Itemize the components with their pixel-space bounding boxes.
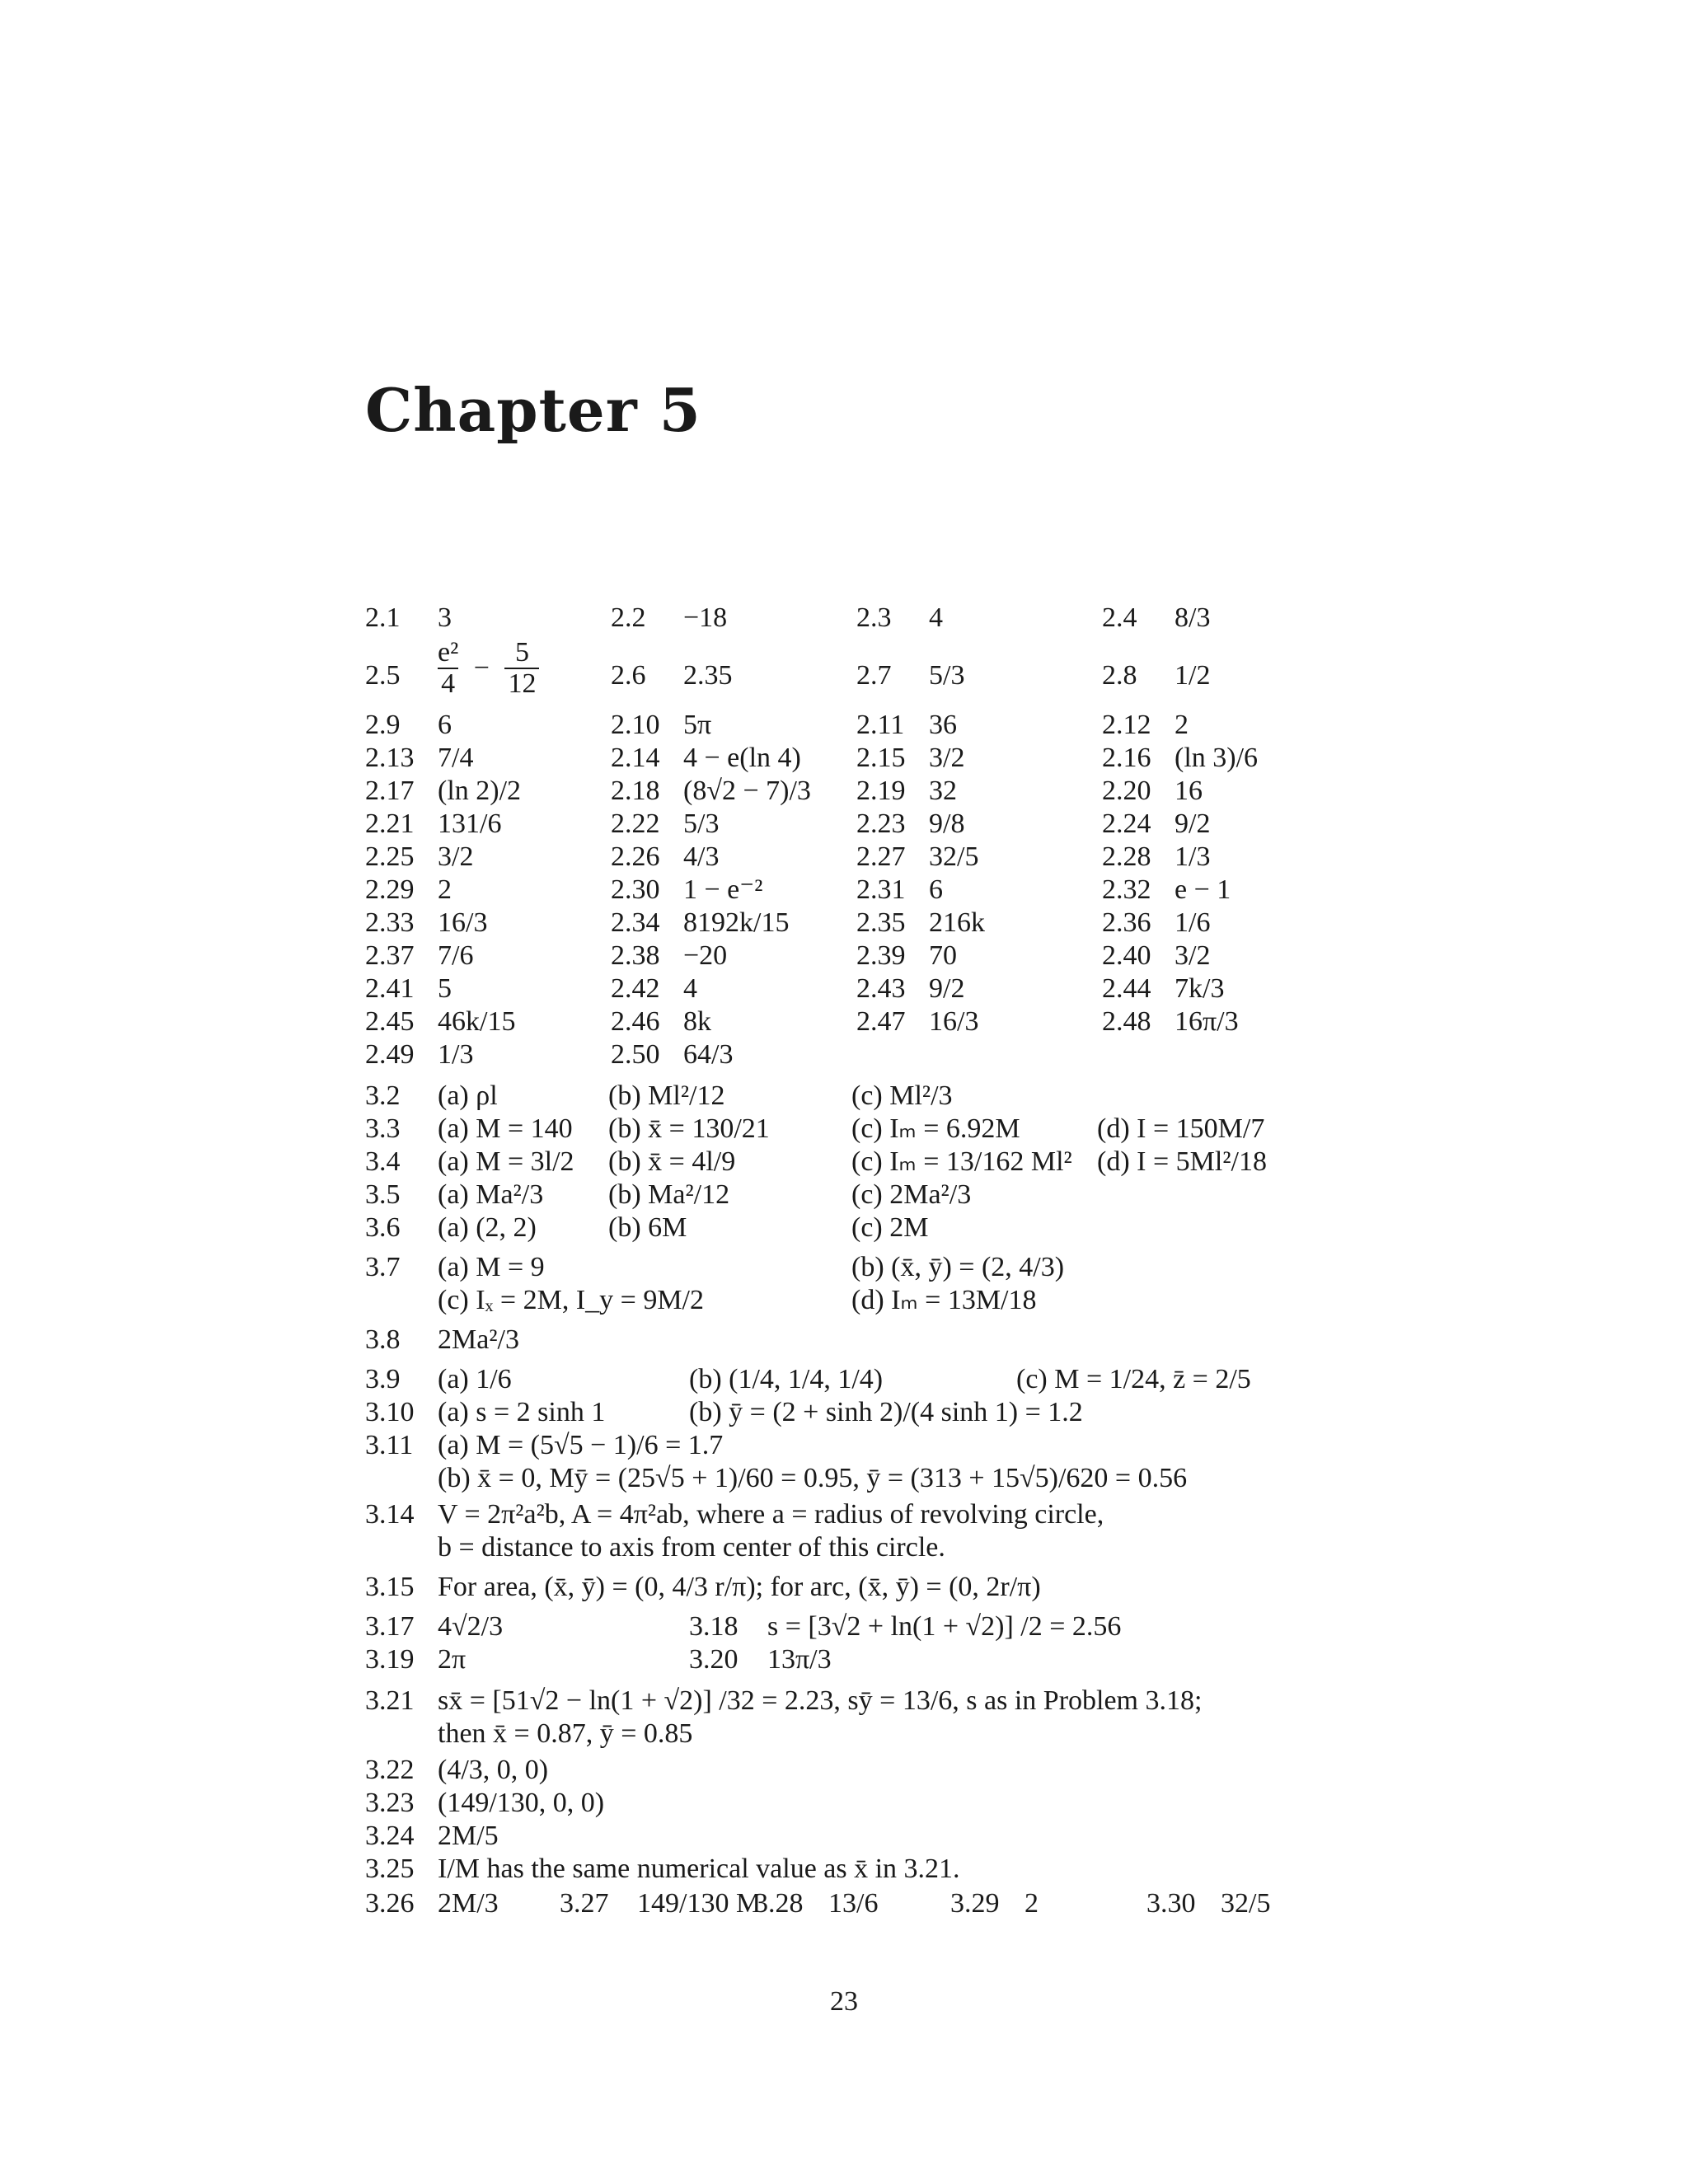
answer-value: 9/8: [929, 808, 965, 839]
num-3-25: 3.25: [365, 1854, 415, 1884]
answer-value: 2: [438, 874, 452, 905]
fraction-denominator: 4: [438, 668, 458, 699]
ans-3-7-b: (b) (x̄, ȳ) = (2, 4/3): [851, 1252, 1065, 1282]
ans-3-3-a: (a) M = 140: [438, 1113, 573, 1144]
num-3-8: 3.8: [365, 1324, 401, 1355]
problem-number: 2.28: [1102, 841, 1151, 872]
num-3-15: 3.15: [365, 1572, 415, 1602]
num-3-10: 3.10: [365, 1397, 415, 1427]
problem-number: 2.14: [611, 743, 660, 773]
ans-3-4-d: (d) I = 5Ml²/18: [1097, 1146, 1267, 1177]
problem-number: 2.46: [611, 1006, 660, 1037]
problem-number: 2.39: [856, 940, 906, 971]
ans-3-11-b: (b) x̄ = 0, Mȳ = (25√5 + 1)/60 = 0.95, ȳ = (313 + 15√5)/620 = 0.56: [438, 1463, 1188, 1493]
answer-value: (ln 2)/2: [438, 776, 522, 806]
problem-number: 2.3: [856, 602, 892, 633]
answer-value: 8/3: [1175, 602, 1211, 633]
problem-number: 2.50: [611, 1039, 660, 1070]
answer-value: 6: [929, 874, 943, 905]
answer-value: 3/2: [929, 743, 965, 773]
problem-number: 2.18: [611, 776, 660, 806]
problem-number: 2.24: [1102, 808, 1151, 839]
problem-number: 2.2: [611, 602, 646, 633]
ans-3-29: 2: [1025, 1888, 1039, 1919]
ans-3-5-c: (c) 2Ma²/3: [851, 1179, 972, 1210]
problem-number: 2.26: [611, 841, 660, 872]
section-2-answers: [365, 602, 1395, 1070]
problem-number: 2.36: [1102, 907, 1151, 938]
answer-value: 3/2: [438, 841, 474, 872]
problem-number: 2.40: [1102, 940, 1151, 971]
problem-number: 2.17: [365, 776, 415, 806]
ans-3-3-c: (c) Iₘ = 6.92M: [851, 1113, 1020, 1144]
answer-value: 1/6: [1175, 907, 1211, 938]
answer-value: 2: [1175, 710, 1189, 740]
ans-3-18: s = [3√2 + ln(1 + √2)] /2 = 2.56: [767, 1611, 1122, 1642]
answer-value: (ln 3)/6: [1175, 743, 1259, 773]
answer-value: 7k/3: [1175, 973, 1225, 1004]
problem-number: 2.1: [365, 602, 401, 633]
num-3-27: 3.27: [560, 1888, 609, 1919]
problem-number: 2.15: [856, 743, 906, 773]
answer-value: 8k: [683, 1006, 711, 1037]
answer-value: 46k/15: [438, 1006, 516, 1037]
ans-3-14-line2: b = distance to axis from center of this circle.: [438, 1532, 945, 1563]
fraction-numerator: 5: [514, 637, 529, 668]
num-3-29: 3.29: [950, 1888, 1000, 1919]
section-3-answers: [365, 1080, 1395, 1937]
ans-3-4-c: (c) Iₘ = 13/162 Ml²: [851, 1146, 1072, 1177]
ans-3-19: 2π: [438, 1644, 467, 1675]
ans-3-4-b: (b) x̄ = 4l/9: [608, 1146, 736, 1177]
ans-3-15: For area, (x̄, ȳ) = (0, 4/3 r/π); for arc, (x̄, ȳ) = (0, 2r/π): [438, 1572, 1041, 1602]
answer-value-2-5: [438, 638, 539, 699]
answer-value: 1/2: [1175, 660, 1211, 691]
problem-number: 2.8: [1102, 660, 1137, 691]
num-3-6: 3.6: [365, 1212, 401, 1243]
problem-number: 2.38: [611, 940, 660, 971]
problem-number: 2.41: [365, 973, 415, 1004]
problem-number: 2.27: [856, 841, 906, 872]
answer-value: 7/4: [438, 743, 474, 773]
ans-3-22: (4/3, 0, 0): [438, 1755, 549, 1785]
problem-number: 2.30: [611, 874, 660, 905]
answer-value: 7/6: [438, 940, 474, 971]
problem-number: 2.19: [856, 776, 906, 806]
fraction: [438, 638, 458, 699]
ans-3-4-a: (a) M = 3l/2: [438, 1146, 574, 1177]
answer-value: 5: [438, 973, 452, 1004]
ans-3-2-c: (c) Ml²/3: [851, 1080, 953, 1111]
problem-number: 2.45: [365, 1006, 415, 1037]
fraction: [504, 638, 539, 699]
num-3-18: 3.18: [689, 1611, 738, 1642]
num-3-3: 3.3: [365, 1113, 401, 1144]
problem-number: 2.31: [856, 874, 906, 905]
problem-number: 2.16: [1102, 743, 1151, 773]
problem-number: 2.23: [856, 808, 906, 839]
ans-3-24: 2M/5: [438, 1821, 499, 1851]
answer-value: −18: [683, 602, 728, 633]
ans-3-11-a: (a) M = (5√5 − 1)/6 = 1.7: [438, 1430, 724, 1460]
answer-value: 8192k/15: [683, 907, 790, 938]
ans-3-3-b: (b) x̄ = 130/21: [608, 1113, 770, 1144]
minus-sign: −: [473, 653, 490, 683]
num-3-2: 3.2: [365, 1080, 401, 1111]
ans-3-28: 13/6: [828, 1888, 879, 1919]
ans-3-20: 13π/3: [767, 1644, 832, 1675]
answer-value: 4: [929, 602, 943, 633]
problem-number: 2.43: [856, 973, 906, 1004]
problem-number: 2.11: [856, 710, 905, 740]
num-3-5: 3.5: [365, 1179, 401, 1210]
num-3-14: 3.14: [365, 1499, 415, 1530]
answer-value: 9/2: [929, 973, 965, 1004]
answer-value: 36: [929, 710, 957, 740]
answer-value: 4 − e(ln 4): [683, 743, 801, 773]
answer-value: −20: [683, 940, 728, 971]
answer-value: 32: [929, 776, 957, 806]
problem-number: 2.7: [856, 660, 892, 691]
num-3-19: 3.19: [365, 1644, 415, 1675]
ans-3-23: (149/130, 0, 0): [438, 1788, 605, 1818]
answer-value: 5π: [683, 710, 712, 740]
ans-3-7-d: (d) Iₘ = 13M/18: [851, 1285, 1037, 1315]
problem-number: 2.48: [1102, 1006, 1151, 1037]
answer-value: 5/3: [929, 660, 965, 691]
ans-3-5-a: (a) Ma²/3: [438, 1179, 544, 1210]
ans-3-9-b: (b) (1/4, 1/4, 1/4): [689, 1364, 884, 1394]
problem-number: 2.5: [365, 660, 401, 691]
ans-3-2-a: (a) ρl: [438, 1080, 498, 1111]
ans-3-5-b: (b) Ma²/12: [608, 1179, 730, 1210]
problem-number: 2.9: [365, 710, 401, 740]
num-3-11: 3.11: [365, 1430, 414, 1460]
answer-value: 16: [1175, 776, 1203, 806]
problem-number: 2.29: [365, 874, 415, 905]
problem-number: 2.32: [1102, 874, 1151, 905]
problem-number: 2.44: [1102, 973, 1151, 1004]
num-3-26: 3.26: [365, 1888, 415, 1919]
ans-3-6-c: (c) 2M: [851, 1212, 929, 1243]
answer-value: 5/3: [683, 808, 720, 839]
problem-number: 2.20: [1102, 776, 1151, 806]
answer-value: e − 1: [1175, 874, 1231, 905]
num-3-4: 3.4: [365, 1146, 401, 1177]
ans-3-21-line1: sx̄ = [51√2 − ln(1 + √2)] /32 = 2.23, sȳ = 13/6, s as in Problem 3.18;: [438, 1685, 1203, 1716]
answer-value: 6: [438, 710, 452, 740]
answer-value: 16π/3: [1175, 1006, 1239, 1037]
problem-number: 2.42: [611, 973, 660, 1004]
ans-3-9-c: (c) M = 1/24, z̄ = 2/5: [1016, 1364, 1251, 1394]
answer-value: 1 − e⁻²: [683, 874, 763, 905]
problem-number: 2.33: [365, 907, 415, 938]
num-3-30: 3.30: [1146, 1888, 1196, 1919]
answer-value: 4: [683, 973, 697, 1004]
problem-number: 2.10: [611, 710, 660, 740]
ans-3-8: 2Ma²/3: [438, 1324, 519, 1355]
num-3-21: 3.21: [365, 1685, 415, 1716]
problem-number: 2.6: [611, 660, 646, 691]
problem-number: 2.12: [1102, 710, 1151, 740]
ans-3-3-d: (d) I = 150M/7: [1097, 1113, 1265, 1144]
problem-number: 2.21: [365, 808, 415, 839]
problem-number: 2.37: [365, 940, 415, 971]
answer-value: 1/3: [1175, 841, 1211, 872]
answer-value: 16/3: [438, 907, 488, 938]
answer-value: 3: [438, 602, 452, 633]
ans-3-21-line2: then x̄ = 0.87, ȳ = 0.85: [438, 1718, 693, 1749]
answer-value: 70: [929, 940, 957, 971]
answer-value: 32/5: [929, 841, 979, 872]
problem-number: 2.34: [611, 907, 660, 938]
num-3-20: 3.20: [689, 1644, 738, 1675]
num-3-17: 3.17: [365, 1611, 415, 1642]
ans-3-14-line1: V = 2π²a²b, A = 4π²ab, where a = radius of revolving circle,: [438, 1499, 1104, 1530]
ans-3-2-b: (b) Ml²/12: [608, 1080, 725, 1111]
num-3-7: 3.7: [365, 1252, 401, 1282]
problem-number: 2.25: [365, 841, 415, 872]
ans-3-10-b: (b) ȳ = (2 + sinh 2)/(4 sinh 1) = 1.2: [689, 1397, 1083, 1427]
problem-number: 2.49: [365, 1039, 415, 1070]
problem-number: 2.35: [856, 907, 906, 938]
problem-number: 2.4: [1102, 602, 1137, 633]
ans-3-25: I/M has the same numerical value as x̄ in 3.21.: [438, 1854, 960, 1884]
answer-value: 3/2: [1175, 940, 1211, 971]
ans-3-7-c: (c) Iₓ = 2M, I_y = 9M/2: [438, 1285, 704, 1315]
ans-3-10-a: (a) s = 2 sinh 1: [438, 1397, 606, 1427]
answer-value: (8√2 − 7)/3: [683, 776, 811, 806]
ans-3-6-b: (b) 6M: [608, 1212, 687, 1243]
num-3-24: 3.24: [365, 1821, 415, 1851]
answer-value: 2.35: [683, 660, 733, 691]
ans-3-7-a: (a) M = 9: [438, 1252, 545, 1282]
num-3-9: 3.9: [365, 1364, 401, 1394]
answer-value: 131/6: [438, 808, 502, 839]
problem-number: 2.47: [856, 1006, 906, 1037]
ans-3-9-a: (a) 1/6: [438, 1364, 512, 1394]
num-3-22: 3.22: [365, 1755, 415, 1785]
problem-number: 2.13: [365, 743, 415, 773]
ans-3-27: 149/130 M: [637, 1888, 762, 1919]
answer-value: 216k: [929, 907, 985, 938]
answer-value: 64/3: [683, 1039, 734, 1070]
answer-value: 9/2: [1175, 808, 1211, 839]
fraction-numerator: e²: [438, 637, 459, 668]
answer-value: 1/3: [438, 1039, 474, 1070]
ans-3-26: 2M/3: [438, 1888, 499, 1919]
page-number: 23: [830, 1986, 858, 2017]
answer-value: 16/3: [929, 1006, 979, 1037]
fraction-denominator: 12: [504, 668, 539, 699]
ans-3-6-a: (a) (2, 2): [438, 1212, 537, 1243]
ans-3-17: 4√2/3: [438, 1611, 504, 1642]
chapter-title: Chapter 5: [365, 375, 701, 445]
answer-value: 4/3: [683, 841, 720, 872]
num-3-23: 3.23: [365, 1788, 415, 1818]
problem-number: 2.22: [611, 808, 660, 839]
ans-3-30: 32/5: [1221, 1888, 1271, 1919]
num-3-28: 3.28: [754, 1888, 804, 1919]
